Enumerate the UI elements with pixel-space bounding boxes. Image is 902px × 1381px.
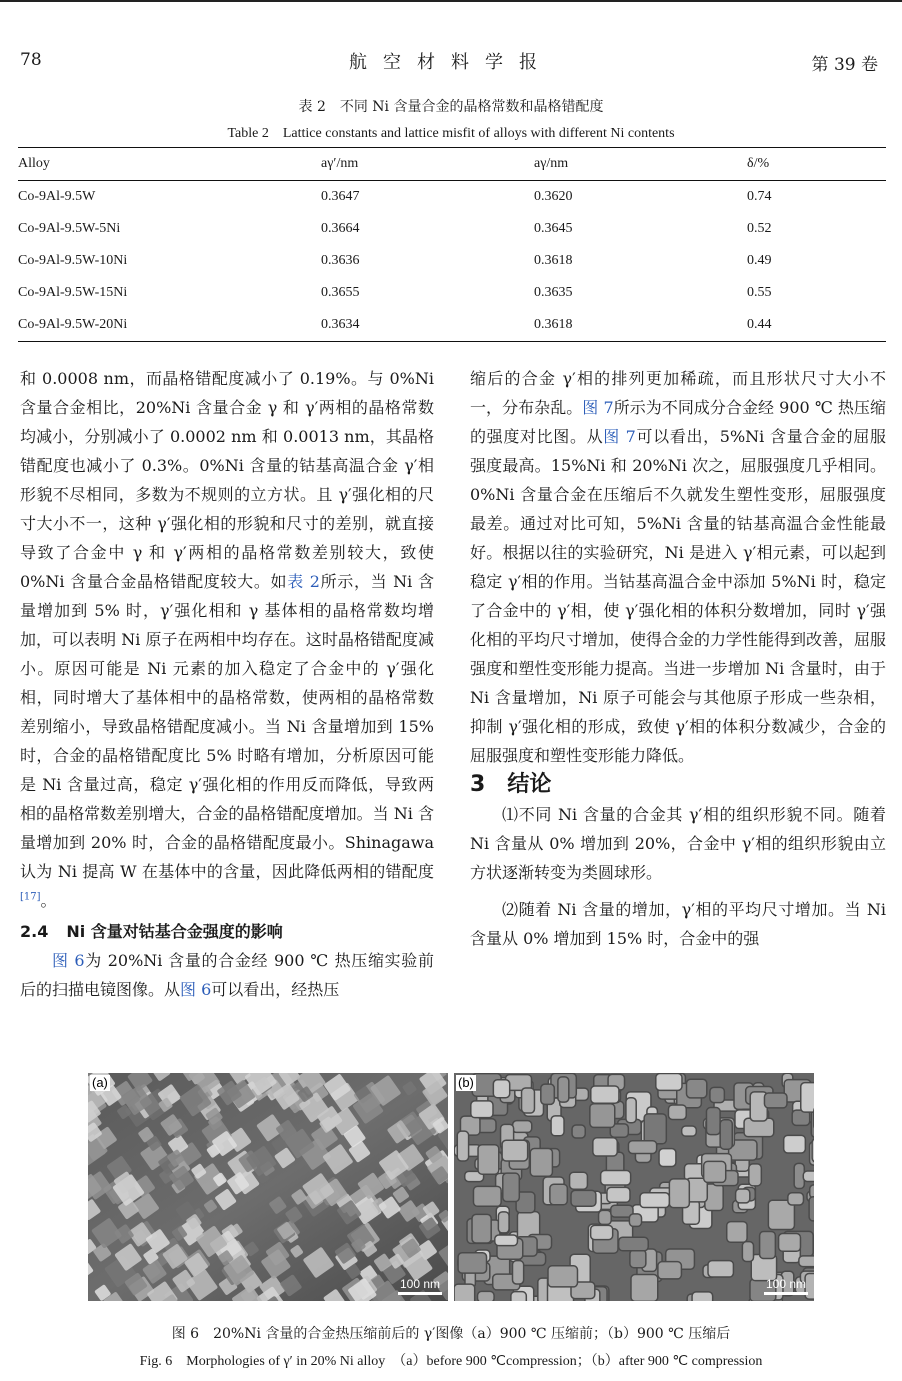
figure-caption-cn: 图 6 20%Ni 含量的合金热压缩前后的 γ′图像（a）900 ℃ 压缩前；（b）900 ℃ 压缩后 bbox=[171, 1326, 731, 1342]
scale-bar-b: 100 nm bbox=[764, 1277, 808, 1295]
gamma-prime-particle bbox=[599, 1210, 612, 1224]
panel-a-label: (a) bbox=[92, 1075, 108, 1090]
sem-image-after bbox=[454, 1073, 814, 1301]
gamma-prime-particle bbox=[572, 1125, 585, 1138]
gamma-prime-particle bbox=[629, 1214, 641, 1226]
gamma-prime-particle bbox=[812, 1138, 814, 1162]
gamma-prime-particle bbox=[558, 1077, 569, 1102]
header-alloy: Alloy bbox=[18, 156, 50, 171]
table-row bbox=[18, 213, 886, 245]
page-number: 78 bbox=[20, 50, 42, 70]
gamma-prime-particle bbox=[457, 1131, 468, 1161]
table-cell: 0.52 bbox=[747, 221, 772, 236]
sem-texture-b bbox=[454, 1073, 814, 1301]
figure-caption-en: Fig. 6 Morphologies of γ′ in 20% Ni alloy （a）before 900 ℃compression；（b）after 900 ℃ compression bbox=[139, 1354, 763, 1369]
table-2-link[interactable]: 表 2 bbox=[287, 572, 320, 591]
gamma-prime-particle bbox=[493, 1080, 509, 1098]
gamma-prime-particle bbox=[799, 1256, 814, 1267]
gamma-prime-particle bbox=[590, 1104, 615, 1128]
table-cell: 0.55 bbox=[747, 285, 772, 300]
gamma-prime-particle bbox=[601, 1171, 631, 1185]
table-cell: 0.3636 bbox=[321, 253, 360, 268]
table-cell: 0.3634 bbox=[321, 317, 360, 332]
gamma-prime-particle bbox=[473, 1186, 501, 1206]
gamma-prime-particle bbox=[591, 1225, 613, 1239]
table-row bbox=[18, 277, 886, 309]
table-cell: Co-9Al-9.5W bbox=[18, 189, 96, 204]
gamma-prime-particle bbox=[522, 1088, 535, 1113]
gamma-prime-particle bbox=[630, 1250, 646, 1268]
figure-6-link[interactable]: 图 6 bbox=[180, 980, 212, 999]
gamma-prime-particle bbox=[548, 1266, 577, 1287]
table-cell: 0.3620 bbox=[534, 189, 573, 204]
table-cell: Co-9Al-9.5W-10Ni bbox=[18, 253, 128, 268]
figure-7-link[interactable]: 图 7 bbox=[582, 398, 614, 417]
table-cell: 0.3664 bbox=[321, 221, 360, 236]
gamma-prime-particle bbox=[550, 1184, 567, 1205]
right-paragraph: 缩后的合金 γ′相的排列更加稀疏，而且形状尺寸大小不一，分布杂乱。图 7所示为不同成分合金经 900 ℃ 热压缩的强度对比图。从图 7可以看出，5%Ni 含量合金的屈服强度最高。15%Ni 和 20%Ni 次之，屈服强度几乎相同。0%Ni 含量合金在压缩后不久就发生塑性变形，屈服强度最差。通过对比可知，5%Ni 含量的钴基高温合金性能最好。根据以往的实验研究，Ni 是进入 γ′相元素，可以起到稳定 γ′相的作用。当钴基高温合金中添加 5%Ni 时，稳定了合金中的 γ′相，使 γ′强化相的体积分数增加，同时 γ′强化相的平均尺寸增加，使得合金的力学性能得到改善，屈服强度和塑性变形能力提高。当进一步增加 Ni 含量时，由于 Ni 含量增加，Ni 原子可能会与其他原子形成一些杂相，抑制 γ′强化相的形成，致使 γ′相的体积分数减少，合金的屈服强度和塑性变形能力降低。 bbox=[470, 369, 887, 765]
gamma-prime-particle bbox=[541, 1084, 554, 1104]
table-caption-en: Table 2 Lattice constants and lattice misfit of alloys with different Ni contents bbox=[227, 126, 675, 141]
gamma-prime-particle bbox=[736, 1189, 750, 1203]
right-column bbox=[470, 364, 886, 953]
gamma-prime-particle bbox=[704, 1161, 726, 1182]
gamma-prime-particle bbox=[760, 1231, 776, 1258]
gamma-prime-particle bbox=[478, 1145, 499, 1174]
gamma-prime-particle bbox=[682, 1126, 697, 1136]
gamma-prime-particle bbox=[471, 1101, 493, 1118]
conclusion-1: ⑴不同 Ni 含量的合金其 γ′相的组织形貌不同。随着 Ni 含量从 0% 增加到 20%，合金中 γ′相的组织形貌由立方状逐渐转变为类圆球形。 bbox=[470, 805, 886, 882]
gamma-prime-particle bbox=[659, 1149, 676, 1167]
gamma-prime-particle bbox=[720, 1120, 732, 1149]
top-rule bbox=[0, 0, 902, 2]
gamma-prime-particle bbox=[668, 1105, 686, 1120]
gamma-prime-particle bbox=[454, 1284, 475, 1301]
gamma-prime-particle bbox=[628, 1141, 656, 1154]
journal-title: 航空材料学报 bbox=[349, 52, 553, 73]
left-paragraph: 图 6为 20%Ni 含量的合金经 900 ℃ 热压缩实验前后的扫描电镜图像。从图 6可以看出，经热压 bbox=[20, 951, 434, 999]
table-cell: 0.3645 bbox=[534, 221, 573, 236]
sem-texture-a bbox=[88, 1073, 448, 1301]
gamma-prime-particle bbox=[607, 1187, 630, 1202]
gamma-prime-particle bbox=[503, 1173, 520, 1201]
gamma-prime-particle bbox=[619, 1237, 649, 1251]
table-header-row bbox=[18, 148, 886, 181]
gamma-prime-particle bbox=[478, 1291, 495, 1301]
table-cell: Co-9Al-9.5W-20Ni bbox=[18, 317, 128, 332]
scale-bar-a: 100 nm bbox=[398, 1277, 442, 1295]
table-cell: 0.3618 bbox=[534, 317, 573, 332]
gamma-prime-particle bbox=[710, 1087, 724, 1102]
gamma-prime-particle bbox=[692, 1292, 713, 1301]
gamma-prime-particle bbox=[626, 1098, 636, 1123]
gamma-prime-particle bbox=[591, 1086, 619, 1103]
table-row bbox=[18, 181, 886, 214]
table-cell: 0.74 bbox=[747, 189, 772, 204]
table-cell: Co-9Al-9.5W-15Ni bbox=[18, 285, 128, 300]
sem-image-before bbox=[88, 1073, 448, 1301]
figure-6-link[interactable]: 图 6 bbox=[52, 951, 85, 970]
table-cell: 0.44 bbox=[747, 317, 772, 332]
table-cell: 0.49 bbox=[747, 253, 772, 268]
gamma-prime-particle bbox=[658, 1262, 682, 1279]
gamma-prime-particle bbox=[749, 1164, 761, 1186]
header-delta: δ/% bbox=[747, 156, 770, 171]
gamma-prime-particle bbox=[571, 1190, 596, 1206]
gamma-prime-particle bbox=[788, 1193, 804, 1205]
left-column bbox=[20, 364, 434, 1004]
gamma-prime-particle bbox=[530, 1149, 552, 1177]
gamma-prime-particle bbox=[706, 1108, 720, 1135]
gamma-prime-particle bbox=[686, 1079, 706, 1098]
table-row bbox=[18, 245, 886, 277]
lattice-table bbox=[18, 147, 886, 342]
gamma-prime-particle bbox=[727, 1222, 747, 1243]
gamma-prime-particle bbox=[513, 1121, 532, 1133]
figure-7-link[interactable]: 图 7 bbox=[603, 427, 636, 446]
section-3-heading: 3 结论 bbox=[470, 772, 552, 797]
gamma-prime-particle bbox=[495, 1235, 518, 1246]
table-caption-cn: 表 2 不同 Ni 含量合金的晶格常数和晶格错配度 bbox=[298, 99, 604, 115]
gamma-prime-particle bbox=[708, 1261, 733, 1277]
header-a-gamma-prime: aγ′/nm bbox=[321, 156, 359, 171]
gamma-prime-particle bbox=[570, 1172, 588, 1189]
volume-label: 第 39 卷 bbox=[811, 55, 878, 75]
gamma-prime-particle bbox=[644, 1114, 666, 1144]
gamma-prime-particle bbox=[809, 1197, 814, 1221]
table-cell: Co-9Al-9.5W-5Ni bbox=[18, 221, 121, 236]
gamma-prime-particle bbox=[803, 1171, 814, 1181]
table-cell: 0.3647 bbox=[321, 189, 360, 204]
gamma-prime-particle bbox=[656, 1074, 682, 1091]
gamma-prime-particle bbox=[631, 1275, 658, 1301]
table-row bbox=[18, 309, 886, 342]
gamma-prime-particle bbox=[640, 1193, 669, 1208]
gamma-prime-particle bbox=[593, 1138, 617, 1156]
gamma-prime-particle bbox=[498, 1212, 509, 1233]
gamma-prime-particle bbox=[458, 1253, 486, 1273]
gamma-prime-particle bbox=[551, 1116, 564, 1136]
gamma-prime-particle bbox=[669, 1179, 689, 1208]
left-paragraph: 和 0.0008 nm，而晶格错配度减小了 0.19%。与 0%Ni 含量合金相比，20%Ni 含量合金 γ 和 γ′两相的晶格常数均减小，分别减小了 0.0002 nm 和 0.0013 nm，其晶格错配度也减小了 0.3%。0%Ni 含量的钴基高温合金 γ′相形貌不尽相同，多数为不规则的立方状。且 γ′强化相的尺寸大小不一，这种 γ′强化相的形貌和尺寸的差别，就直接导致了合金中 γ 和 γ′两相的晶格常数差别较大，致使 0%Ni 含量合金晶格错配度较大。如表 2所示，当 Ni 含量增加到 5% 时，γ′强化相和 γ 基体相的晶格常数均增加，可以表明 Ni 原子在两相中均存在。这时晶格错配度减小。原因可能是 Ni 元素的加入稳定了合金中的 γ′强化相，同时增大了基体相中的晶格常数，使两相的晶格常数差别缩小，导致晶格错配度减小。当 Ni 含量增加到 15% 时，合金的晶格错配度比 5% 时略有增加，分析原因可能是 Ni 含量过高，稳定 γ′强化相的作用反而降低，导致两相的晶格常数差别增大，合金的晶格错配度增加。当 Ni 含量增加到 20% 时，合金的晶格错配度最小。Shinagawa 认为 Ni 提高 W 在基体中的含量，因此降低两相的错配度[17]。 bbox=[20, 369, 434, 910]
section-2-4-heading: 2.4 Ni 含量对钴基合金强度的影响 bbox=[20, 922, 283, 941]
gamma-prime-particle bbox=[513, 1261, 524, 1284]
gamma-prime-particle bbox=[764, 1093, 787, 1108]
gamma-prime-particle bbox=[801, 1083, 814, 1113]
table-cell: 0.3655 bbox=[321, 285, 360, 300]
gamma-prime-particle bbox=[472, 1214, 491, 1243]
reference-17-link[interactable]: [17] bbox=[20, 891, 41, 903]
gamma-prime-particle bbox=[502, 1140, 528, 1161]
conclusion-2: ⑵随着 Ni 含量的增加，γ′相的平均尺寸增加。当 Ni 含量从 0% 增加到 15% 时，合金中的强 bbox=[470, 900, 886, 948]
gamma-prime-particle bbox=[779, 1233, 801, 1251]
gamma-prime-particle bbox=[742, 1242, 753, 1262]
gamma-prime-particle bbox=[511, 1292, 526, 1301]
table-cell: 0.3635 bbox=[534, 285, 573, 300]
gamma-prime-particle bbox=[784, 1135, 806, 1153]
panel-b-label: (b) bbox=[458, 1075, 474, 1090]
table-cell: 0.3618 bbox=[534, 253, 573, 268]
header-a-gamma: aγ/nm bbox=[534, 156, 569, 171]
